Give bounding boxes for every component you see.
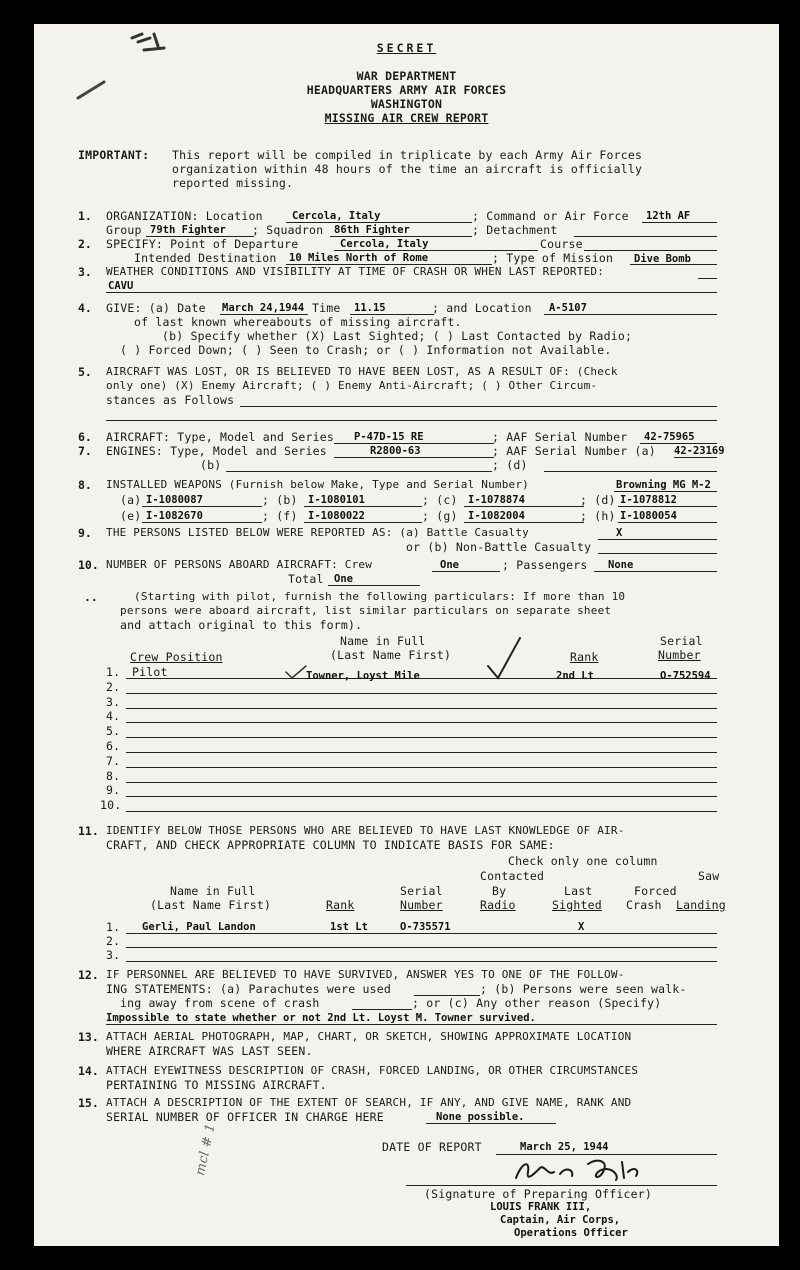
check-one-label: Check only one column <box>508 854 658 868</box>
item-number: 4. <box>78 301 92 315</box>
scan-smudge <box>124 28 194 58</box>
col-landing: Landing <box>676 898 726 912</box>
crew-row-line <box>126 752 717 753</box>
weapon-h-label: ; (h) <box>580 509 616 523</box>
squadron-label: ; Squadron <box>252 223 324 237</box>
item-number: 8. <box>78 478 92 492</box>
weather-label: WEATHER CONDITIONS AND VISIBILITY AT TIME OF CRASH OR WHEN LAST REPORTED: <box>106 265 605 278</box>
important-line-3: reported missing. <box>172 176 294 190</box>
detachment-label: ; Detachment <box>472 223 558 237</box>
attach-photo-line-2: WHERE AIRCRAFT WAS LAST SEEN. <box>106 1044 313 1058</box>
witness-row-number: 2. <box>106 934 121 948</box>
aircraft-serial-label: ; AAF Serial Number <box>492 430 628 444</box>
weapon-d-value: I-1078812 <box>620 494 677 506</box>
weapon-b-value: I-1080101 <box>308 494 365 506</box>
departure-label: SPECIFY: Point of Departure <box>106 237 299 251</box>
witness-name: Gerli, Paul Landon <box>142 921 256 933</box>
crew-row-line <box>126 782 717 783</box>
witness-col-serial-1: Serial <box>400 884 443 898</box>
weapon-g-value: I-1082004 <box>468 510 525 522</box>
eyewitness-line-1: ATTACH EYEWITNESS DESCRIPTION OF CRASH, FORCED LANDING, OR OTHER CIRCUMSTANCES <box>106 1064 639 1077</box>
passengers-value: None <box>608 559 634 571</box>
search-answer: None possible. <box>436 1111 525 1123</box>
pilot-name: Towner, Loyst Mile <box>306 670 420 682</box>
item-number: 1. <box>78 209 92 223</box>
crew-col-rank: Rank <box>570 650 599 664</box>
witness-rank: 1st Lt <box>330 921 368 933</box>
engine-serial-label: ; AAF Serial Number (a) <box>492 444 656 458</box>
mission-label: ; Type of Mission <box>492 251 614 265</box>
sighted-options: (b) Specify whether (X) Last Sighted; ( ) Last Contacted by Radio; <box>162 329 633 343</box>
col-saw: Saw <box>698 869 720 883</box>
item-number: 6. <box>78 430 92 444</box>
col-sighted: Sighted <box>552 898 602 912</box>
report-date-value: March 25, 1944 <box>520 1141 609 1153</box>
item-marker: .. <box>84 590 98 604</box>
col-contacted: Contacted <box>480 869 545 883</box>
command-value: 12th AF <box>646 210 691 222</box>
witness-mark: X <box>578 921 585 933</box>
witness-col-name-2: (Last Name First) <box>150 898 272 912</box>
item-number: 3. <box>78 265 92 279</box>
aircraft-type-value: P-47D-15 RE <box>354 431 424 443</box>
survival-line-3b: ; or (c) Any other reason (Specify) <box>412 996 662 1010</box>
item-number: 12. <box>78 968 99 982</box>
command-label: ; Command or Air Force <box>472 209 629 223</box>
col-last: Last <box>564 884 593 898</box>
weapon-a-value: I-1080087 <box>146 494 203 506</box>
crew-row-number: 8. <box>106 768 121 783</box>
time-label: Time <box>312 301 341 315</box>
col-crash: Crash <box>626 898 662 912</box>
crew-row-line <box>126 796 717 797</box>
signature-caption: (Signature of Preparing Officer) <box>424 1187 652 1201</box>
weapon-e-value: I-1082670 <box>146 510 203 522</box>
engine-d-label: ; (d) <box>492 458 528 472</box>
witness-line-2: CRAFT, AND CHECK APPROPRIATE COLUMN TO INDICATE BASIS FOR SAME: <box>106 838 555 852</box>
forced-down-options: ( ) Forced Down; ( ) Seen to Crash; or ( ) Information not Available. <box>120 343 612 357</box>
officer-title: Operations Officer <box>514 1227 628 1239</box>
witness-row-line <box>126 947 717 948</box>
eyewitness-line-2: PERTAINING TO MISSING AIRCRAFT. <box>106 1078 327 1092</box>
item-number: 13. <box>78 1030 99 1044</box>
casualty-label: THE PERSONS LISTED BELOW WERE REPORTED AS: (a) Battle Casualty <box>106 526 529 539</box>
survival-line-3a: ing away from scene of crash <box>120 996 320 1010</box>
col-forced: Forced <box>634 884 677 898</box>
department-heading: WAR DEPARTMENT <box>356 69 457 83</box>
crew-row-line <box>126 708 717 709</box>
margin-note: mcl # 1 <box>193 1122 219 1177</box>
loss-cause-line-2: only one) (X) Enemy Aircraft; ( ) Enemy Anti-Aircraft; ( ) Other Circum- <box>106 379 598 392</box>
weapon-f-label: ; (f) <box>262 509 298 523</box>
witness-row-line <box>126 961 717 962</box>
checkmark-icon <box>284 664 308 680</box>
instructions-line-3: and attach original to this form). <box>120 618 363 632</box>
officer-name: LOUIS FRANK III, <box>490 1201 592 1213</box>
group-label: Group <box>106 223 142 237</box>
total-label: Total <box>288 572 324 586</box>
pilot-position: Pilot <box>132 665 168 679</box>
item-number: 7. <box>78 444 92 458</box>
instructions-line-2: persons were aboard aircraft, list similar particulars on separate sheet <box>120 604 612 617</box>
passengers-label: ; Passengers <box>502 558 588 572</box>
report-date-label: DATE OF REPORT <box>382 1140 482 1154</box>
witness-row-number: 1. <box>106 920 121 934</box>
location-value: Cercola, Italy <box>292 210 381 222</box>
engine-type-label: ENGINES: Type, Model and Series <box>106 444 327 458</box>
crew-row-number: 3. <box>106 694 121 709</box>
weapon-d-label: ; (d) <box>580 493 616 507</box>
mission-value: Dive Bomb <box>634 253 691 265</box>
item-number: 10. <box>78 558 99 572</box>
organization-label: ORGANIZATION: Location <box>106 209 263 223</box>
group-value: 79th Fighter <box>150 224 226 236</box>
engine-b-label: (b) <box>200 458 222 472</box>
engine-serial-value: 42-23169 <box>674 445 725 457</box>
witness-line-1: IDENTIFY BELOW THOSE PERSONS WHO ARE BELIEVED TO HAVE LAST KNOWLEDGE OF AIR- <box>106 824 625 837</box>
crew-row-number: 6. <box>106 739 121 753</box>
weapon-a-label: (a) <box>120 493 142 507</box>
crew-col-serial-2: Number <box>658 648 701 662</box>
survival-line-2b: ; (b) Persons were seen walk- <box>480 982 687 996</box>
loss-cause-line-3: stances as Follows <box>106 393 235 407</box>
crew-row-line <box>126 767 717 768</box>
crew-col-position: Crew Position <box>130 650 223 664</box>
signature-icon <box>504 1154 704 1188</box>
date-value: March 24,1944 <box>222 302 305 314</box>
engine-type-value: R2800-63 <box>370 445 421 457</box>
scan-smudge <box>74 76 114 106</box>
crew-row-line <box>126 722 717 723</box>
crew-col-name-1: Name in Full <box>340 634 426 648</box>
crew-value: One <box>440 559 459 571</box>
aboard-label: NUMBER OF PERSONS ABOARD AIRCRAFT: Crew <box>106 558 373 571</box>
aircraft-serial-value: 42-75965 <box>644 431 695 443</box>
weapon-e-label: (e) <box>120 509 142 523</box>
crew-row-number: 5. <box>106 724 121 739</box>
weapon-c-value: I-1078874 <box>468 494 525 506</box>
weapon-h-value: I-1080054 <box>620 510 677 522</box>
report-title: MISSING AIR CREW REPORT <box>324 111 489 125</box>
crew-row-line <box>126 678 717 679</box>
crew-row-number: 1. <box>106 665 121 679</box>
survival-answer: Impossible to state whether or not 2nd Lt. Loyst M. Towner survived. <box>106 1012 536 1024</box>
non-battle-label: or (b) Non-Battle Casualty <box>406 540 592 554</box>
officer-rank: Captain, Air Corps, <box>500 1214 621 1226</box>
col-radio: Radio <box>480 898 516 912</box>
witness-serial: O-735571 <box>400 921 451 933</box>
important-line-2: organization within 48 hours of the time an aircraft is officially <box>172 162 643 176</box>
checkmark-icon <box>484 636 524 680</box>
pilot-rank: 2nd Lt <box>556 670 594 682</box>
attach-photo-line-1: ATTACH AERIAL PHOTOGRAPH, MAP, CHART, OR SKETCH, SHOWING APPROXIMATE LOCATION <box>106 1030 632 1043</box>
city-heading: WASHINGTON <box>370 97 443 111</box>
weapon-b-label: ; (b) <box>262 493 298 507</box>
weapon-g-label: ; (g) <box>422 509 458 523</box>
item-number: 14. <box>78 1064 99 1078</box>
important-line-1: This report will be compiled in triplicate by each Army Air Forces <box>172 148 643 162</box>
course-label: Course <box>540 237 583 251</box>
time-value: 11.15 <box>354 302 386 314</box>
weapons-make-value: Browning MG M-2 <box>616 479 711 491</box>
report-page <box>34 24 779 1246</box>
weapon-c-label: ; (c) <box>422 493 458 507</box>
crew-row-number: 7. <box>106 753 121 768</box>
important-label: IMPORTANT: <box>78 148 150 162</box>
hq-heading: HEADQUARTERS ARMY AIR FORCES <box>306 83 507 97</box>
witness-row-number: 3. <box>106 948 121 962</box>
loss-cause-line-1: AIRCRAFT WAS LOST, OR IS BELIEVED TO HAVE BEEN LOST, AS A RESULT OF: (Check <box>106 365 618 378</box>
crew-row-number: 4. <box>106 709 121 724</box>
search-line-2: SERIAL NUMBER OF OFFICER IN CHARGE HERE <box>106 1110 384 1124</box>
witness-col-rank: Rank <box>326 898 355 912</box>
total-value: One <box>334 573 353 585</box>
crew-row-line <box>126 693 717 694</box>
crew-row-number: 9. <box>106 783 121 798</box>
item-number: 11. <box>78 824 99 838</box>
location-label: ; and Location <box>432 301 532 315</box>
survival-line-1: IF PERSONNEL ARE BELIEVED TO HAVE SURVIVED, ANSWER YES TO ONE OF THE FOLLOW- <box>106 968 625 981</box>
witness-col-serial-2: Number <box>400 898 443 912</box>
departure-value: Cercola, Italy <box>340 238 429 250</box>
squadron-value: 86th Fighter <box>334 224 410 236</box>
destination-value: 10 Miles North of Rome <box>289 252 429 264</box>
crew-col-serial-1: Serial <box>660 634 703 648</box>
survival-line-2a: ING STATEMENTS: (a) Parachutes were used <box>106 982 391 996</box>
crew-row-number: 10. <box>100 798 122 813</box>
crew-row-line <box>126 811 717 812</box>
witness-col-name-1: Name in Full <box>170 884 256 898</box>
classification-heading: SECRET <box>376 41 437 55</box>
crew-row-line <box>126 737 717 738</box>
weather-value: CAVU <box>108 280 134 292</box>
aircraft-type-label: AIRCRAFT: Type, Model and Series <box>106 430 334 444</box>
whereabouts-value: A-5107 <box>549 302 587 314</box>
whereabouts-label: of last known whereabouts of missing aircraft. <box>134 315 462 329</box>
crew-row-number: 2. <box>106 679 121 694</box>
pilot-serial: O-752594 <box>660 670 711 682</box>
item-number: 9. <box>78 526 92 540</box>
item-number: 5. <box>78 365 92 379</box>
item-number: 2. <box>78 237 92 251</box>
instructions-line-1: (Starting with pilot, furnish the following particulars: If more than 10 <box>134 590 626 603</box>
search-line-1: ATTACH A DESCRIPTION OF THE EXTENT OF SEARCH, IF ANY, AND GIVE NAME, RANK AND <box>106 1096 632 1109</box>
col-by: By <box>492 884 507 898</box>
date-label: GIVE: (a) Date <box>106 301 206 315</box>
destination-label: Intended Destination <box>134 251 277 265</box>
crew-col-name-2: (Last Name First) <box>330 648 452 662</box>
weapon-f-value: I-1080022 <box>308 510 365 522</box>
item-number: 15. <box>78 1096 99 1110</box>
weapons-label: INSTALLED WEAPONS (Furnish below Make, Type and Serial Number) <box>106 478 529 491</box>
casualty-mark: X <box>616 527 623 539</box>
